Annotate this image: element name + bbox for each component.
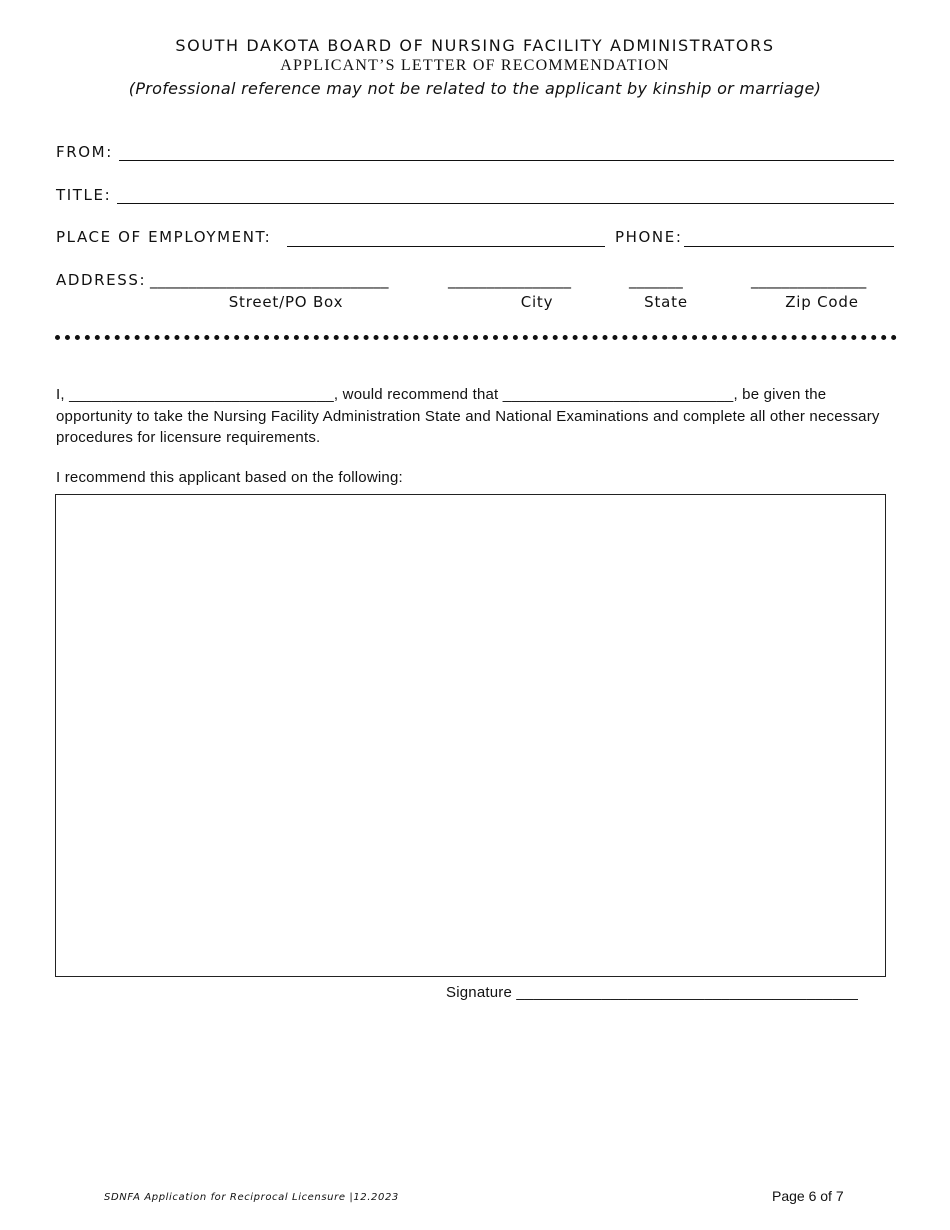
recommendation-statement: [56, 384, 896, 449]
form-subtitle-note: (Professional reference may not be related to the applicant by kinship or marriage): [128, 79, 822, 98]
employment-field[interactable]: [287, 246, 605, 247]
signature-label: Signature: [446, 984, 517, 1001]
address-zip-field[interactable]: _______________: [751, 271, 867, 289]
page-number: Page 6 of 7: [772, 1188, 844, 1204]
statement-part-3: , be given the opportunity to take the Nursing Facility Administration State and National Examinations and complete all other necessary procedures for licensure requirements.: [56, 386, 880, 446]
signature-field[interactable]: ________________________________________: [516, 984, 859, 1001]
phone-field[interactable]: [684, 246, 894, 247]
state-caption: State: [644, 293, 688, 311]
recommendation-text-box[interactable]: [55, 494, 886, 977]
statement-part-2: , would recommend that: [333, 386, 503, 403]
form-title: APPLICANT’S LETTER OF RECOMMENDATION: [280, 57, 670, 74]
from-label: FROM:: [56, 143, 113, 161]
applicant-name-field[interactable]: ___________________________: [502, 386, 734, 403]
title-label: TITLE:: [56, 186, 112, 204]
footer-form-id: SDNFA Application for Reciprocal Licensure |12.2023: [104, 1192, 399, 1203]
referee-name-field[interactable]: _______________________________: [69, 386, 334, 403]
address-city-field[interactable]: ________________: [448, 271, 572, 289]
statement-part-1: I,: [56, 386, 70, 403]
city-caption: City: [520, 293, 554, 311]
address-state-field[interactable]: _______: [629, 271, 683, 289]
dotted-divider: [55, 335, 897, 340]
board-name-heading: SOUTH DAKOTA BOARD OF NURSING FACILITY ADMINISTRATORS: [175, 36, 775, 55]
title-field[interactable]: [117, 203, 894, 204]
street-caption: Street/PO Box: [228, 293, 344, 311]
zip-caption: Zip Code: [785, 293, 859, 311]
recommendation-prompt: I recommend this applicant based on the following:: [56, 469, 403, 486]
from-field[interactable]: [119, 160, 894, 161]
employment-label: PLACE OF EMPLOYMENT:: [56, 228, 272, 246]
signature-line: [446, 984, 858, 1001]
address-label: ADDRESS:: [56, 271, 147, 289]
address-street-field[interactable]: _______________________________: [150, 271, 389, 289]
phone-label: PHONE:: [615, 228, 683, 246]
